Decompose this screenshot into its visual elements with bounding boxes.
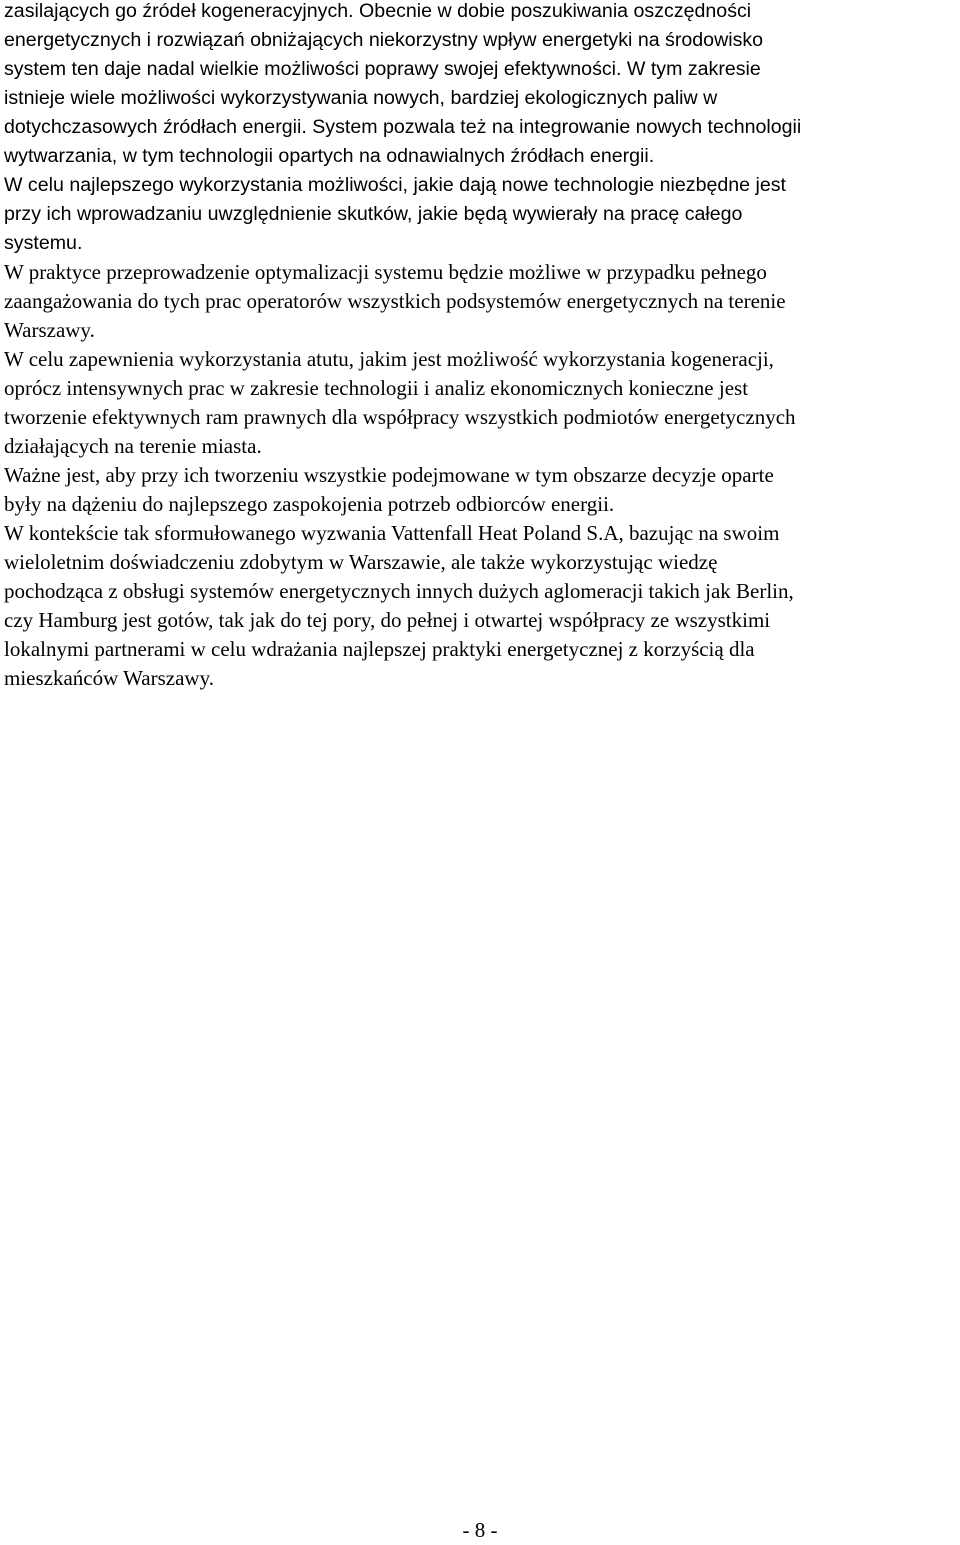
text-line: dotychczasowych źródłach energii. System pozwala też na integrowanie nowych technologii (4, 116, 802, 138)
text-line: mieszkańców Warszawy. (4, 666, 214, 690)
text-line: lokalnymi partnerami w celu wdrażania najlepszej praktyki energetycznej z korzyścią dla (4, 637, 755, 661)
text-line: W praktyce przeprowadzenie optymalizacji systemu będzie możliwe w przypadku pełnego (4, 260, 767, 284)
text-line: energetycznych i rozwiązań obniżających niekorzystny wpływ energetyki na środowisko (4, 29, 764, 51)
text-line: systemu. (4, 232, 83, 254)
text-line: W celu zapewnienia wykorzystania atutu, jakim jest możliwość wykorzystania kogeneracji, (4, 347, 774, 371)
text-line: system ten daje nadal wielkie możliwości poprawy swojej efektywności. W tym zakresie (4, 58, 761, 80)
text-line: istnieje wiele możliwości wykorzystywania nowych, bardziej ekologicznych paliw w (4, 87, 718, 109)
text-line: tworzenie efektywnych ram prawnych dla współpracy wszystkich podmiotów energetycznych (4, 405, 796, 429)
text-line: przy ich wprowadzaniu uwzględnienie skutków, jakie będą wywierały na pracę całego (4, 203, 743, 225)
text-line: zaangażowania do tych prac operatorów wszystkich podsystemów energetycznych na terenie (4, 289, 786, 313)
text-line: wieloletnim doświadczeniu zdobytym w Warszawie, ale także wykorzystując wiedzę (4, 550, 718, 574)
text-line: zasilających go źródeł kogeneracyjnych. Obecnie w dobie poszukiwania oszczędności (4, 0, 752, 22)
text-line: działających na terenie miasta. (4, 434, 262, 458)
text-line: pochodząca z obsługi systemów energetycznych innych dużych aglomeracji takich jak Berlin, (4, 579, 794, 603)
text-line: czy Hamburg jest gotów, tak jak do tej pory, do pełnej i otwartej współpracy ze wszystkimi (4, 608, 771, 632)
text-line: oprócz intensywnych prac w zakresie technologii i analiz ekonomicznych konieczne jest (4, 376, 749, 400)
text-line: W kontekście tak sformułowanego wyzwania Vattenfall Heat Poland S.A, bazując na swoim (4, 521, 780, 545)
text-line: W celu najlepszego wykorzystania możliwości, jakie dają nowe technologie niezbędne jest (4, 174, 786, 196)
text-line: Warszawy. (4, 318, 95, 342)
text-line: wytwarzania, w tym technologii opartych na odnawialnych źródłach energii. (4, 145, 655, 167)
text-line: Ważne jest, aby przy ich tworzeniu wszystkie podejmowane w tym obszarze decyzje oparte (4, 463, 774, 487)
page-number: - 8 - (462, 1518, 498, 1542)
text-line: były na dążeniu do najlepszego zaspokojenia potrzeb odbiorców energii. (4, 492, 615, 516)
